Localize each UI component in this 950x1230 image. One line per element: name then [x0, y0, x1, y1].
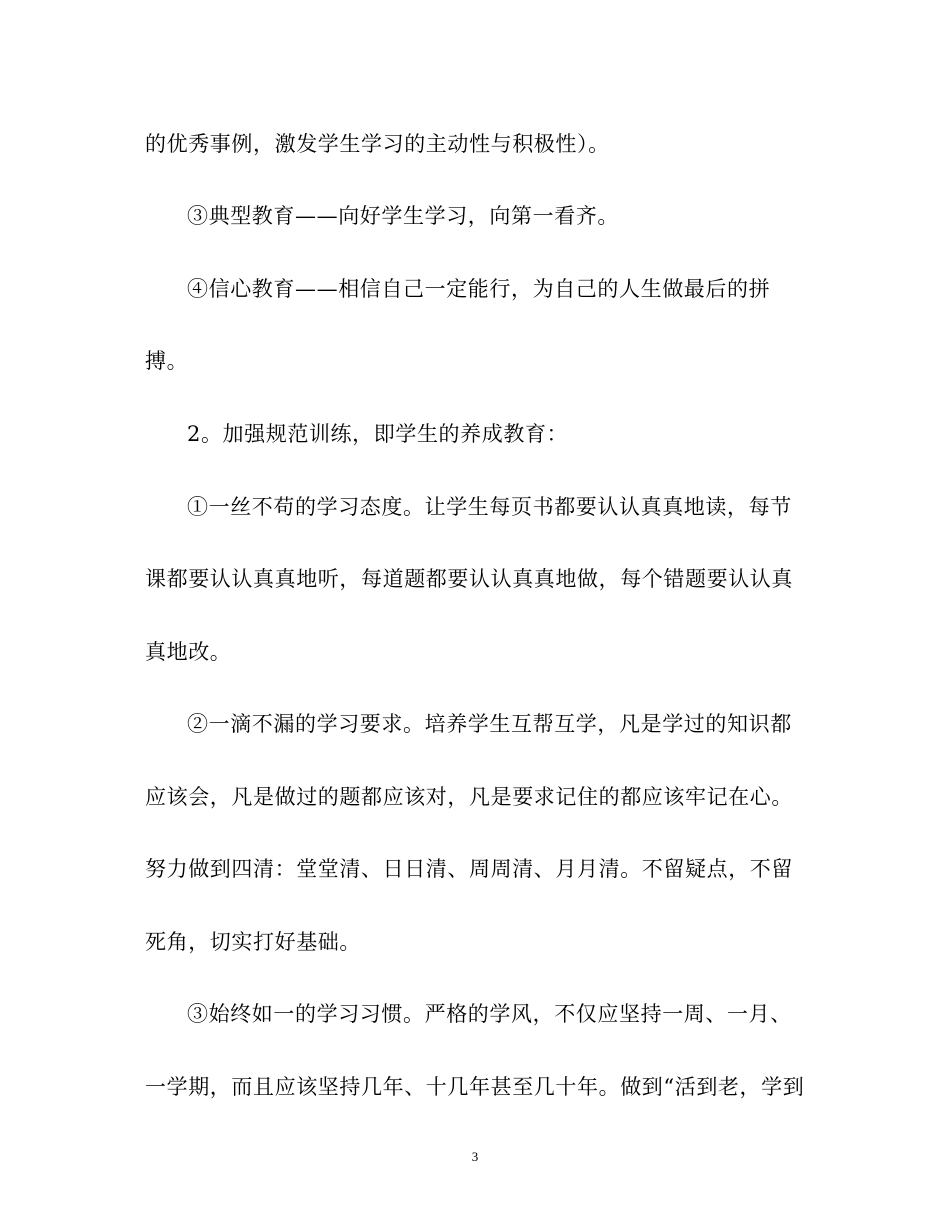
text-line-9: ②一滴不漏的学习要求。培养学生互帮互学，凡是学过的知识都 — [187, 712, 792, 736]
text-line-4: 搏。 — [145, 349, 189, 373]
page-number: 3 — [471, 1149, 479, 1164]
text-line-3: ④信心教育——相信自己一定能行，为自己的人生做最后的拼 — [187, 277, 771, 301]
text-line-6: ①一丝不苟的学习态度。让学生每页书都要认认真真地读，每节 — [187, 495, 792, 519]
text-line-1: 的优秀事例，激发学生学习的主动性与积极性）。 — [145, 132, 610, 156]
text-line-2: ③典型教育——向好学生学习，向第一看齐。 — [187, 204, 619, 228]
text-line-5: 2。加强规范训练，即学生的养成教育： — [187, 422, 569, 446]
text-line-13: ③始终如一的学习习惯。严格的学风，不仅应坚持一周、一月、 — [187, 1002, 792, 1026]
text-line-8: 真地改。 — [145, 640, 232, 664]
text-line-10: 应该会，凡是做过的题都应该对，凡是要求记住的都应该牢记在心。 — [145, 785, 793, 809]
text-line-14: 一学期，而且应该坚持几年、十几年甚至几十年。做到“活到老，学到 — [145, 1075, 805, 1099]
text-line-11: 努力做到四清：堂堂清、日日清、周周清、月月清。不留疑点，不留 — [145, 857, 793, 881]
text-line-7: 课都要认认真真地听，每道题都要认认真真地做，每个错题要认认真 — [145, 567, 793, 591]
text-line-12: 死角，切实打好基础。 — [145, 930, 361, 954]
